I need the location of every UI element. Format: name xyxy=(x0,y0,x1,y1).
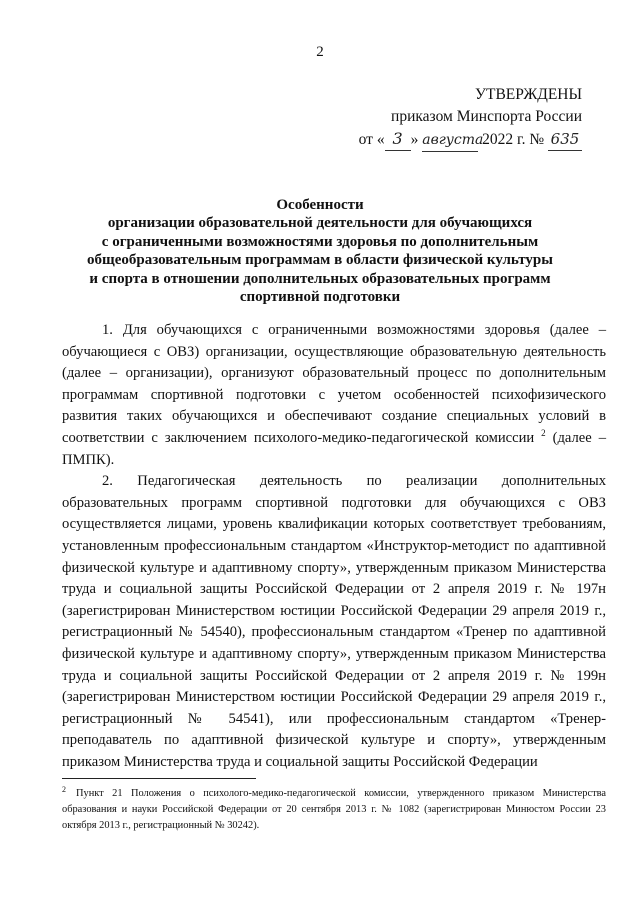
footnote-mark: 2 xyxy=(62,784,66,794)
heading-line: общеобразовательным программам в области физической культуры xyxy=(87,252,553,269)
document-body xyxy=(62,320,606,773)
approval-stamp xyxy=(359,84,582,152)
heading-line: с ограниченными возможностями здоровья по дополнительным xyxy=(101,233,539,250)
heading-line: Особенности xyxy=(276,197,364,213)
date-prefix: от « xyxy=(358,131,385,148)
footnote xyxy=(62,786,606,834)
paragraph-2: 2. Педагогическая деятельность по реализации дополнительных образовательных программ спортивной подготовки для обучающихся с ОВЗ осуществляется лицами, уровень квалификации которых соответствует требованиям, установленным профессиональным стандартом «Инструктор-методист по адаптивной физической культуре и адаптивному спорту», утвержденным приказом Министерства труда и социальной защиты Российской Федерации от 2 апреля 2019 г. № 197н (зарегистрирован Министерством юстиции Российской Федерации 29 апреля 2019 г., регистрационный № 54540), профессиональным стандартом «Тренер по адаптивной физической культуре и адаптивному спорту», утвержденным приказом Министерства труда и социальной защиты Российской Федерации от 2 апреля 2019 г. № 199н (зарегистрирован Министерством юстиции Российской Федерации 29 апреля 2019 г., регистрационный № 54541), или профессиональным стандартом «Тренер-преподаватель по адаптивной физической культуре и спорту», утвержденным приказом Министерства труда и социальной защиты Российской Федерации xyxy=(62,473,606,770)
paragraph-1 xyxy=(62,320,606,471)
document-heading xyxy=(50,196,590,306)
order-number: 635 xyxy=(548,128,582,151)
date-month: августа xyxy=(422,129,478,152)
approval-order: приказом Минспорта России xyxy=(391,108,582,125)
footnote-text: Пункт 21 Положения о психолого-медико-педагогической комиссии, утвержденного приказом Министерства образования и науки Российской Федерации от 20 сентября 2013 г. № 1082 (зарегистрирован Минюстом России 23 октября 2013 г., регистрационный № 30242). xyxy=(62,788,606,831)
heading-line: организации образовательной деятельности для обучающихся xyxy=(107,215,533,232)
footnote-divider xyxy=(62,778,256,779)
footnote-reference: 2 xyxy=(541,428,546,439)
date-mid: » xyxy=(410,131,419,148)
heading-line: спортивной подготовки xyxy=(239,289,401,306)
date-day: 3 xyxy=(385,128,411,151)
approval-title: УТВЕРЖДЕНЫ xyxy=(475,86,582,103)
date-year: 2022 г. № xyxy=(482,131,545,148)
paragraph-1-text: 1. Для обучающихся с ограниченными возможностями здоровья (далее – обучающиеся с ОВЗ) организации, осуществляющие образовательную деятельность (далее – организации), организуют образовательный процесс по дополнительным программам спортивной подготовки с учетом особенностей психофизического развития таких обучающихся и обеспечивают создание специальных условий в соответствии с заключением психолого-медико-педагогической комиссии xyxy=(62,322,606,446)
paragraph-1-tail: (далее – ПМПК). xyxy=(62,429,606,468)
page-number: 2 xyxy=(316,44,324,60)
heading-line: и спорта в отношении дополнительных образовательных программ xyxy=(89,270,551,287)
approval-date xyxy=(359,128,582,152)
